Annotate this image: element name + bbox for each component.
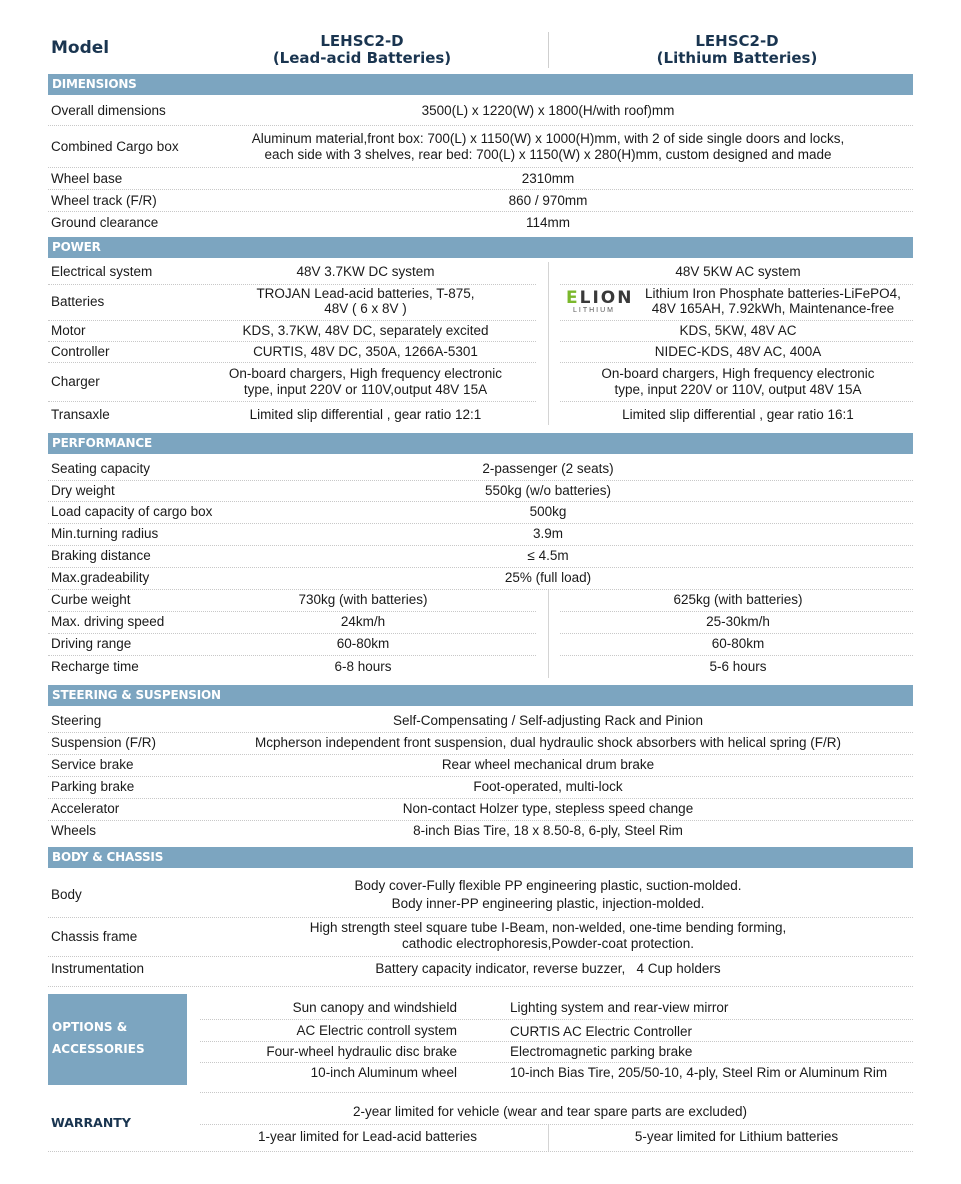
lithium-model-name: LEHSC2-D bbox=[695, 32, 779, 50]
row-divider bbox=[560, 611, 913, 612]
row-divider bbox=[48, 189, 913, 190]
row-value: 2310mm bbox=[521, 171, 575, 186]
lithium-value-line1: Lithium Iron Phosphate batteries-LiFePO4, bbox=[645, 286, 901, 301]
row-divider bbox=[48, 986, 913, 987]
row-value: Rear wheel mechanical drum brake bbox=[441, 757, 655, 772]
row-value: 860 / 970mm bbox=[508, 193, 588, 208]
row-value: 500kg bbox=[529, 504, 567, 519]
option-right: Lighting system and rear-view mirror bbox=[510, 1000, 729, 1015]
section-title: DIMENSIONS bbox=[52, 77, 137, 91]
option-right: CURTIS AC Electric Controller bbox=[510, 1024, 693, 1039]
row-divider bbox=[48, 401, 536, 402]
row-label: Wheel base bbox=[51, 171, 123, 186]
lead-value-line1: On-board chargers, High frequency electronic bbox=[228, 366, 503, 381]
option-divider bbox=[200, 1062, 913, 1063]
row-divider bbox=[48, 776, 913, 777]
row-divider bbox=[560, 362, 913, 363]
row-label: Steering bbox=[51, 713, 102, 728]
options-title-line1: OPTIONS & bbox=[52, 1020, 128, 1034]
row-label: Suspension (F/R) bbox=[51, 735, 157, 750]
row-label: Wheels bbox=[51, 823, 97, 838]
row-label: Max.gradeability bbox=[51, 570, 150, 585]
row-divider bbox=[48, 211, 913, 212]
row-divider bbox=[48, 754, 913, 755]
row-value: Battery capacity indicator, reverse buzzer, 4 Cup holders bbox=[375, 961, 721, 976]
row-divider bbox=[48, 362, 536, 363]
row-divider bbox=[48, 167, 913, 168]
lead-value: Limited slip differential , gear ratio 12:1 bbox=[249, 407, 482, 422]
lead-value-line2: 48V ( 6 x 8V ) bbox=[324, 301, 407, 316]
row-divider bbox=[48, 1151, 913, 1152]
row-label: Electrical system bbox=[51, 264, 153, 279]
lithium-value: 48V 5KW AC system bbox=[675, 264, 801, 279]
row-divider bbox=[48, 523, 913, 524]
section-body-chassis bbox=[48, 847, 913, 868]
row-label: Min.turning radius bbox=[51, 526, 159, 541]
row-divider bbox=[48, 567, 913, 568]
section-title: POWER bbox=[52, 240, 101, 254]
row-value: Non-contact Holzer type, stepless speed change bbox=[402, 801, 694, 816]
section-title: STEERING & SUSPENSION bbox=[52, 688, 221, 702]
row-label: Accelerator bbox=[51, 801, 120, 816]
section-dimensions bbox=[48, 74, 913, 95]
option-right: Electromagnetic parking brake bbox=[510, 1044, 693, 1059]
row-label: Charger bbox=[51, 374, 100, 389]
options-title-line2: ACCESSORIES bbox=[52, 1042, 145, 1056]
row-value-line1: Body cover-Fully flexible PP engineering plastic, suction-molded. bbox=[354, 878, 742, 893]
row-divider bbox=[48, 545, 913, 546]
row-value: Self-Compensating / Self-adjusting Rack and Pinion bbox=[393, 713, 703, 728]
lithium-value-line2: type, input 220V or 110V, output 48V 15A bbox=[614, 382, 862, 397]
row-divider bbox=[48, 480, 913, 481]
row-value: ≤ 4.5m bbox=[527, 548, 569, 563]
section-title: PERFORMANCE bbox=[52, 436, 152, 450]
row-divider bbox=[48, 820, 913, 821]
row-value: 3.9m bbox=[532, 526, 563, 541]
lead-acid-model-name: LEHSC2-D bbox=[320, 32, 404, 50]
lead-value-line2: type, input 220V or 110V,output 48V 15A bbox=[243, 382, 488, 397]
row-label: Load capacity of cargo box bbox=[51, 504, 213, 519]
lead-value-line1: TROJAN Lead-acid batteries, T-875, bbox=[256, 286, 475, 301]
row-label: Controller bbox=[51, 344, 110, 359]
row-divider bbox=[48, 655, 536, 656]
warranty-vehicle: 2-year limited for vehicle (wear and tear spare parts are excluded) bbox=[353, 1104, 747, 1119]
row-divider bbox=[560, 284, 913, 285]
row-label: Dry weight bbox=[51, 483, 115, 498]
lithium-column-heading bbox=[577, 33, 897, 67]
row-label: Chassis frame bbox=[51, 929, 138, 944]
row-value: 114mm bbox=[525, 215, 570, 230]
row-label: Parking brake bbox=[51, 779, 135, 794]
row-value: Mcpherson independent front suspension, dual hydraulic shock absorbers with helical spring (F/R) bbox=[254, 735, 842, 750]
row-value: 550kg (w/o batteries) bbox=[484, 483, 612, 498]
row-label: Wheel track (F/R) bbox=[51, 193, 157, 208]
model-heading: Model bbox=[51, 38, 110, 58]
lead-acid-variant: (Lead-acid Batteries) bbox=[272, 49, 452, 67]
row-divider bbox=[48, 798, 913, 799]
header-divider bbox=[548, 32, 549, 68]
option-left: AC Electric controll system bbox=[296, 1023, 457, 1038]
row-divider bbox=[560, 401, 913, 402]
row-divider bbox=[48, 611, 536, 612]
option-divider bbox=[200, 1019, 913, 1020]
lithium-value: 625kg (with batteries) bbox=[673, 592, 803, 607]
lithium-value: 60-80km bbox=[711, 636, 765, 651]
warranty-column-divider bbox=[548, 1125, 549, 1151]
lithium-value-line2: 48V 165AH, 7.92kWh, Maintenance-free bbox=[651, 301, 895, 316]
row-divider bbox=[48, 125, 913, 126]
row-label: Max. driving speed bbox=[51, 614, 165, 629]
warranty-lead-acid: 1-year limited for Lead-acid batteries bbox=[257, 1129, 478, 1144]
row-value-line2: cathodic electrophoresis,Powder-coat protection. bbox=[402, 936, 694, 951]
row-label: Ground clearance bbox=[51, 215, 159, 230]
power-column-divider bbox=[548, 262, 549, 425]
performance-column-divider bbox=[548, 590, 549, 678]
row-value: 8-inch Bias Tire, 18 x 8.50-8, 6-ply, Steel Rim bbox=[413, 823, 683, 838]
row-divider bbox=[48, 732, 913, 733]
option-left: Sun canopy and windshield bbox=[292, 1000, 457, 1015]
lead-value: 60-80km bbox=[336, 636, 390, 651]
row-divider bbox=[560, 320, 913, 321]
lead-value: KDS, 3.7KW, 48V DC, separately excited bbox=[242, 323, 489, 338]
row-value: 25% (full load) bbox=[504, 570, 592, 585]
lithium-value-line1: On-board chargers, High frequency electronic bbox=[601, 366, 875, 381]
row-value: 2-passenger (2 seats) bbox=[482, 461, 614, 476]
lithium-value: KDS, 5KW, 48V AC bbox=[679, 323, 797, 338]
row-label: Service brake bbox=[51, 757, 134, 772]
row-divider bbox=[48, 341, 536, 342]
section-performance bbox=[48, 433, 913, 454]
option-left: Four-wheel hydraulic disc brake bbox=[266, 1044, 457, 1059]
row-label: Batteries bbox=[51, 294, 105, 309]
row-value-line1: High strength steel square tube I-Beam, non-welded, one-time bending forming, bbox=[309, 920, 787, 935]
lead-value: CURTIS, 48V DC, 350A, 1266A-5301 bbox=[253, 344, 478, 359]
row-value: Foot-operated, multi-lock bbox=[473, 779, 623, 794]
row-divider bbox=[48, 284, 536, 285]
row-divider bbox=[200, 1124, 913, 1125]
row-divider bbox=[560, 633, 913, 634]
row-divider bbox=[48, 633, 536, 634]
row-label: Seating capacity bbox=[51, 461, 151, 476]
lead-value: 48V 3.7KW DC system bbox=[296, 264, 435, 279]
option-right: 10-inch Bias Tire, 205/50-10, 4-ply, Steel Rim or Aluminum Rim bbox=[510, 1065, 888, 1080]
lithium-value: NIDEC-KDS, 48V AC, 400A bbox=[654, 344, 822, 359]
row-label: Transaxle bbox=[51, 407, 110, 422]
row-label: Driving range bbox=[51, 636, 132, 651]
row-divider bbox=[560, 655, 913, 656]
row-label: Curbe weight bbox=[51, 592, 131, 607]
row-label: Combined Cargo box bbox=[51, 139, 179, 154]
row-divider bbox=[48, 917, 913, 918]
section-title: BODY & CHASSIS bbox=[52, 850, 164, 864]
row-label: Instrumentation bbox=[51, 961, 145, 976]
option-divider bbox=[200, 1041, 913, 1042]
elion-lithium-logo: ELION LITHIUM bbox=[566, 288, 634, 314]
option-left: 10-inch Aluminum wheel bbox=[310, 1065, 457, 1080]
row-value-line2: each side with 3 shelves, rear bed: 700(L) x 1150(W) x 280(H)mm, custom designed and made bbox=[264, 147, 832, 162]
row-label: Body bbox=[51, 887, 82, 902]
lead-value: 6-8 hours bbox=[334, 659, 392, 674]
warranty-label: WARRANTY bbox=[51, 1115, 131, 1130]
row-label: Recharge time bbox=[51, 659, 139, 674]
row-label: Overall dimensions bbox=[51, 103, 166, 118]
row-divider bbox=[48, 320, 536, 321]
row-value-line2: Body inner-PP engineering plastic, injection-molded. bbox=[391, 896, 705, 911]
warranty-lithium: 5-year limited for Lithium batteries bbox=[634, 1129, 839, 1144]
row-divider bbox=[200, 1092, 913, 1093]
lithium-variant: (Lithium Batteries) bbox=[656, 49, 818, 67]
lead-acid-column-heading bbox=[202, 33, 522, 67]
options-accessories-box bbox=[48, 994, 187, 1085]
lithium-value: 25-30km/h bbox=[706, 614, 770, 629]
row-label: Braking distance bbox=[51, 548, 151, 563]
row-label: Motor bbox=[51, 323, 86, 338]
section-steering-suspension bbox=[48, 685, 913, 706]
lithium-value: 5-6 hours bbox=[709, 659, 767, 674]
row-divider bbox=[48, 589, 913, 590]
lead-value: 730kg (with batteries) bbox=[298, 592, 428, 607]
row-value-line1: Aluminum material,front box: 700(L) x 1150(W) x 1000(H)mm, with 2 of side single doors and locks, bbox=[251, 131, 845, 146]
row-divider bbox=[48, 501, 913, 502]
section-power bbox=[48, 237, 913, 258]
row-divider bbox=[48, 956, 913, 957]
row-value: 3500(L) x 1220(W) x 1800(H/with roof)mm bbox=[421, 103, 675, 118]
lithium-value: Limited slip differential , gear ratio 16:1 bbox=[622, 407, 854, 422]
row-divider bbox=[560, 341, 913, 342]
lead-value: 24km/h bbox=[340, 614, 386, 629]
